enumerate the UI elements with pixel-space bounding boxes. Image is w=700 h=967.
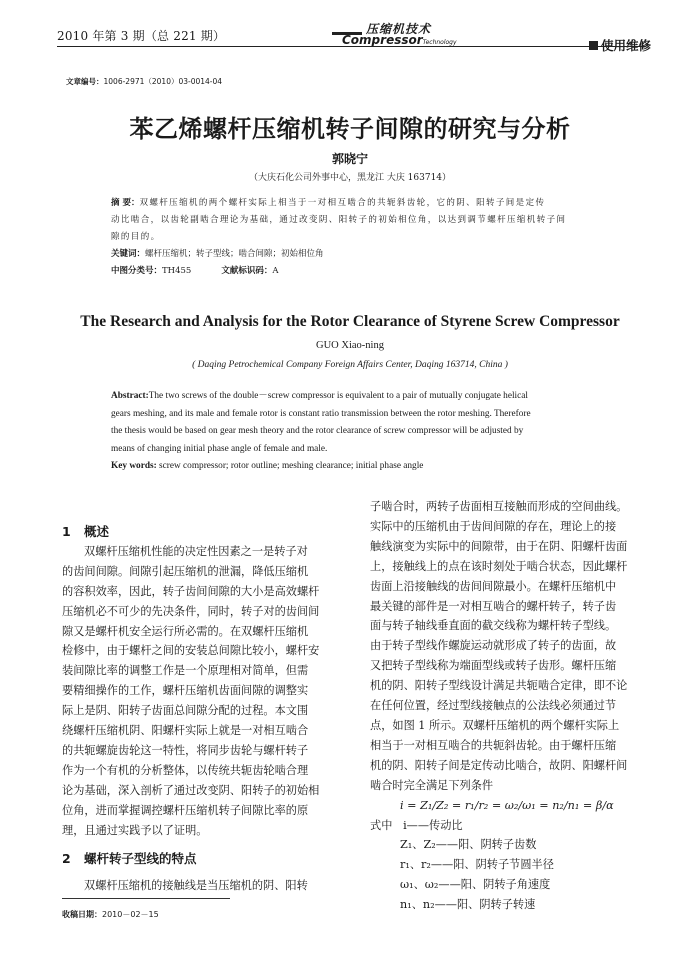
abstract-cn-line: 动比啮合，以齿轮副啮合理论为基础，通过改变阴、阳转子的初始相位角，以达到调节螺杆压缩机转子间 — [111, 215, 567, 225]
body-line: 上，接触线上的点在该时刻处于啮合状态，因此螺杆 — [370, 559, 628, 573]
variable-item: ω₁、ω₂——阳、阴转子角速度 — [400, 878, 551, 892]
body-line: 子啮合时，两转子齿面相互接触而形成的空间曲线。 — [370, 500, 628, 513]
body-line: 绕螺杆压缩机阴、阳螺杆实际上就是一对相互啮合 — [62, 724, 309, 738]
logo-en: CompressorTechnology — [342, 33, 457, 47]
abstract-en-line: the thesis would be based on gear mesh theory and the rotor clearance of screw compressor will be adjusted by — [111, 426, 524, 436]
abstract-en — [111, 388, 611, 476]
body-line: 作为一个有机的分析整体，以传统共轭齿轮啮合理 — [62, 763, 309, 777]
affiliation-cn: （大庆石化公司外事中心，黑龙江 大庆 163714） — [248, 173, 452, 183]
body-line: 点，如图 1 所示。双螺杆压缩机的两个螺杆实际上 — [370, 718, 620, 732]
body-line: 双螺杆压缩机性能的决定性因素之一是转子对 — [84, 544, 308, 558]
where-line: 式中 i——传动比 — [370, 818, 463, 832]
classification: 中图分类号：TH455 文献标识码：A — [111, 266, 279, 276]
body-line: 的齿间间隙。间隙引起压缩机的泄漏，降低压缩机 — [62, 564, 309, 578]
title-en: The Research and Analysis for the Rotor Clearance of Styrene Screw Compressor — [80, 313, 620, 330]
author-cn: 郭晓宁 — [331, 152, 368, 166]
body-line: 相当于一对相互啮合的共轭斜齿轮。由于螺杆压缩 — [370, 738, 617, 752]
body-line: 触线演变为实际中的间隙带，由于在阴、阳螺杆齿面 — [370, 539, 628, 553]
article-number: 文章编号：1006-2971（2010）03-0014-04 — [66, 77, 223, 86]
section-2-heading: 2 螺杆转子型线的特点 — [62, 850, 197, 866]
abstract-en-line: gears meshing, and its male and female rotor is constant ratio transmission between the rotor meshing. Therefore — [111, 408, 531, 419]
logo-cn: 压缩机技术 — [366, 22, 432, 36]
body-line: 论为基础，深入剖析了通过改变阴、阳转子的初始相 — [62, 783, 320, 797]
body-left-column — [62, 522, 344, 896]
author-en: GUO Xiao-ning — [316, 340, 384, 351]
section-1-heading: 1 概述 — [62, 524, 110, 539]
body-line: 要精细操作的工作，螺杆压缩机齿面间隙的调整实 — [62, 684, 309, 698]
body-line: 啮合时完全满足下列条件 — [370, 778, 494, 792]
abstract-en-line: means of changing initial phase angle of female and male. — [111, 443, 328, 454]
keywords-cn: 关键词：螺杆压缩机；转子型线；啮合间隙；初始相位角 — [111, 249, 324, 259]
variable-item: Z₁、Z₂——阳、阴转子齿数 — [400, 838, 537, 852]
variable-item: n₁、n₂——阳、阴转子转速 — [400, 898, 536, 912]
variable-list — [370, 835, 660, 915]
body-line: 实际中的压缩机由于齿间间隙的存在，理论上的接 — [370, 519, 617, 533]
footnote-rule — [62, 898, 230, 899]
header-rule — [57, 46, 645, 47]
body-line: 位角，进而掌握调控螺杆压缩机转子间隙比率的原 — [62, 803, 309, 817]
body-line: 齿面上沿接触线的齿间间隙最小。在螺杆压缩机中 — [370, 579, 617, 593]
body-line: 检修中，由于螺杆之间的安装总间隙比较小，螺杆安 — [62, 644, 320, 658]
title-cn: 苯乙烯螺杆压缩机转子间隙的研究与分析 — [129, 115, 571, 143]
body-line: 隙又是螺杆机安全运行所必需的。在双螺杆压缩机 — [62, 624, 309, 638]
body-line: 机的阴、阳转子间是定传动比啮合，故阴、阳螺杆间 — [370, 758, 628, 772]
keywords-en: Key words: screw compressor; rotor outline; meshing clearance; initial phase angle — [111, 461, 424, 471]
body-line: 在任何位置，经过型线接触点的公法线必须通过节 — [370, 699, 617, 713]
body-line: 压缩机必不可少的先决条件，同时，转子对的齿间间 — [62, 604, 320, 618]
body-line: 又把转子型线称为端面型线或转子齿形。螺杆压缩 — [370, 659, 617, 673]
body-line: 机的阴、阳转子型线设计满足共轭啮合定律，即不论 — [370, 679, 628, 693]
gear-ratio-formula: i = Z₁/Z₂ = r₁/r₂ = ω₂/ω₁ = n₂/n₁ = β/α — [400, 798, 614, 812]
body-line: 面与转子轴线垂直面的截交线称为螺杆转子型线。 — [370, 619, 617, 633]
body-line: 由于转子型线作螺旋运动就形成了转子的齿面，故 — [370, 639, 617, 653]
body-line: 的容积效率，因此，转子齿间间隙的大小是高效螺杆 — [62, 584, 320, 598]
body-right-column — [370, 497, 660, 915]
variable-item: r₁、r₂——阳、阴转子节圆半径 — [400, 858, 554, 872]
abstract-en-line: Abstract:The two screws of the double－screw compressor is equivalent to a pair of mutually conjugate helical — [111, 391, 528, 401]
journal-issue: 2010 年第 3 期（总 221 期） — [57, 29, 226, 43]
abstract-cn-line: 隙的目的。 — [111, 232, 161, 242]
affiliation-en: ( Daqing Petrochemical Company Foreign Affairs Center, Daqing 163714, China ) — [192, 360, 508, 370]
body-line: 装间隙比率的调整工作是一个原理相对简单，但需 — [62, 664, 309, 678]
journal-logo — [332, 20, 458, 48]
received-date: 收稿日期：2010－02－15 — [62, 910, 159, 919]
abstract-cn — [111, 195, 601, 280]
abstract-cn-line: 摘 要：双螺杆压缩机的两个螺杆实际上相当于一对相互啮合的共轭斜齿轮，它的阴、阳转子间是定传 — [111, 198, 546, 208]
body-line: 双螺杆压缩机的接触线是当压缩机的阴、阳转 — [84, 879, 308, 893]
body-line: 的共轭螺旋齿轮这一特性，将同步齿轮与螺杆转子 — [62, 743, 309, 757]
body-line: 际上是阴、阳转子齿面总间隙分配的过程。本文围 — [62, 704, 309, 718]
body-line: 理，且通过实践予以了证明。 — [62, 823, 208, 837]
body-line: 最关键的部件是一对相互啮合的螺杆转子，转子齿 — [370, 599, 617, 613]
section-label: 使用维修 — [589, 36, 651, 54]
